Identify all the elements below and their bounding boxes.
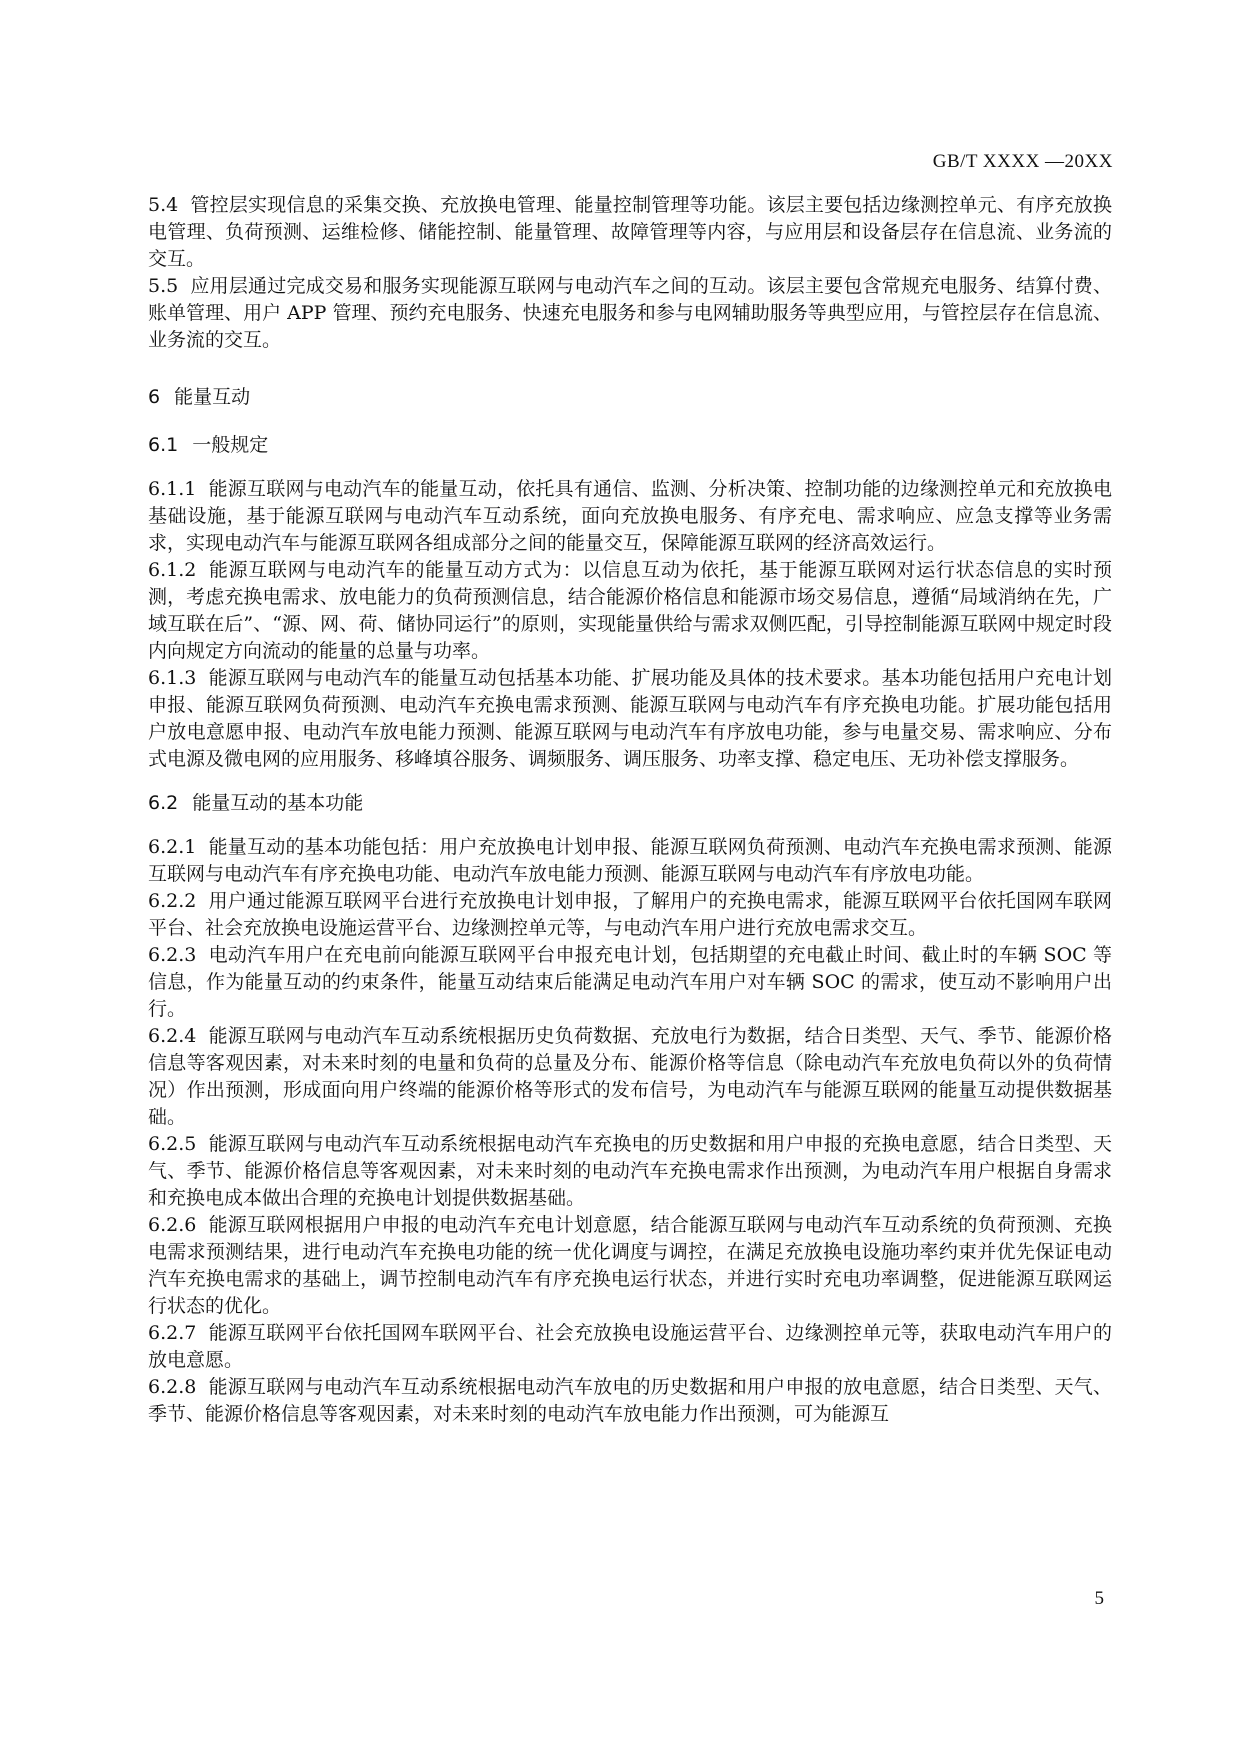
clause-6-2-2 — [148, 888, 1112, 942]
heading-title: 能量互动 — [174, 386, 251, 408]
clause-text: 能源互联网与电动汽车的能量互动包括基本功能、扩展功能及具体的技术要求。基本功能包括用户充电计划申报、能源互联网负荷预测、电动汽车充换电需求预测、能源互联网与电动汽车有序充换电功能。扩展功能包括用户放电意愿申报、电动汽车放电能力预测、能源互联网与电动汽车有序放电功能，参与电量交易、需求响应、分布式电源及微电网的应用服务、移峰填谷服务、调频服务、调压服务、功率支撑、稳定电压、无功补偿支撑服务。 — [148, 667, 1112, 770]
heading-number: 6 — [148, 386, 161, 408]
clause-text: 能源互联网与电动汽车的能量互动方式为：以信息互动为依托，基于能源互联网对运行状态信息的实时预测，考虑充换电需求、放电能力的负荷预测信息，结合能源价格信息和能源市场交易信息，遵循“局域消纳在先，广域互联在后”、“源、网、荷、储协同运行”的原则，实现能量供给与需求双侧匹配，引导控制能源互联网中规定时段内向规定方向流动的能量的总量与功率。 — [148, 559, 1112, 662]
clause-text: 能源互联网与电动汽车互动系统根据历史负荷数据、充放电行为数据，结合日类型、天气、季节、能源价格信息等客观因素，对未来时刻的电量和负荷的总量及分布、能源价格等信息（除电动汽车充放电负荷以外的负荷情况）作出预测，形成面向用户终端的能源价格等形式的发布信号，为电动汽车与能源互联网的能量互动提供数据基础。 — [148, 1025, 1112, 1128]
clause-6-2-4 — [148, 1023, 1112, 1131]
clause-number: 6.1.3 — [148, 667, 197, 689]
clause-text: 能量互动的基本功能包括：用户充放换电计划申报、能源互联网负荷预测、电动汽车充换电需求预测、能源互联网与电动汽车有序充换电功能、电动汽车放电能力预测、能源互联网与电动汽车有序放电功能。 — [148, 836, 1112, 885]
clause-6-2-3 — [148, 942, 1112, 1023]
clause-text: 应用层通过完成交易和服务实现能源互联网与电动汽车之间的互动。该层主要包含常规充电服务、结算付费、账单管理、用户 APP 管理、预约充电服务、快速充电服务和参与电网辅助服务等典型应用，与管控层存在信息流、业务流的交互。 — [148, 275, 1112, 351]
clause-6-2-7 — [148, 1320, 1112, 1374]
clause-text: 能源互联网与电动汽车互动系统根据电动汽车充换电的历史数据和用户申报的充换电意愿，结合日类型、天气、季节、能源价格信息等客观因素，对未来时刻的电动汽车充换电需求作出预测，为电动汽车用户根据自身需求和充换电成本做出合理的充换电计划提供数据基础。 — [148, 1133, 1112, 1209]
heading-title: 能量互动的基本功能 — [192, 792, 364, 814]
clause-number: 6.2.1 — [148, 836, 197, 858]
clause-number: 6.2.2 — [148, 890, 197, 912]
chapter-6-heading — [148, 384, 1112, 411]
heading-title: 一般规定 — [192, 434, 269, 456]
clause-5-4 — [148, 192, 1112, 273]
clause-text: 能源互联网与电动汽车互动系统根据电动汽车放电的历史数据和用户申报的放电意愿，结合日类型、天气、季节、能源价格信息等客观因素，对未来时刻的电动汽车放电能力作出预测，可为能源互 — [148, 1376, 1112, 1425]
section-6-2-heading — [148, 790, 1112, 817]
clause-text: 管控层实现信息的采集交换、充放换电管理、能量控制管理等功能。该层主要包括边缘测控单元、有序充放换电管理、负荷预测、运维检修、储能控制、能量管理、故障管理等内容，与应用层和设备层存在信息流、业务流的交互。 — [148, 194, 1112, 270]
clause-text: 能源互联网根据用户申报的电动汽车充电计划意愿，结合能源互联网与电动汽车互动系统的负荷预测、充换电需求预测结果，进行电动汽车充换电功能的统一优化调度与调控，在满足充放换电设施功率约束并优先保证电动汽车充换电需求的基础上，调节控制电动汽车有序充换电运行状态，并进行实时充电功率调整，促进能源互联网运行状态的优化。 — [148, 1214, 1112, 1317]
clause-number: 6.2.6 — [148, 1214, 197, 1236]
clause-number: 6.1.2 — [148, 559, 197, 581]
document-body — [148, 192, 1112, 1428]
heading-number: 6.1 — [148, 434, 179, 456]
clause-number: 5.4 — [148, 194, 179, 216]
heading-number: 6.2 — [148, 792, 179, 814]
clause-number: 6.2.5 — [148, 1133, 197, 1155]
clause-6-2-8 — [148, 1374, 1112, 1428]
document-code-header: GB/T XXXX —20XX — [932, 151, 1113, 172]
clause-text: 能源互联网与电动汽车的能量互动，依托具有通信、监测、分析决策、控制功能的边缘测控单元和充放换电基础设施，基于能源互联网与电动汽车互动系统，面向充放换电服务、有序充电、需求响应、应急支撑等业务需求，实现电动汽车与能源互联网各组成部分之间的能量交互，保障能源互联网的经济高效运行。 — [148, 478, 1112, 554]
page-number: 5 — [1094, 1588, 1104, 1609]
clause-text: 用户通过能源互联网平台进行充放换电计划申报，了解用户的充换电需求，能源互联网平台依托国网车联网平台、社会充放换电设施运营平台、边缘测控单元等，与电动汽车用户进行充放电需求交互。 — [148, 890, 1112, 939]
clause-5-5 — [148, 273, 1112, 354]
clause-6-1-3 — [148, 665, 1112, 773]
clause-number: 6.2.8 — [148, 1376, 197, 1398]
clause-number: 6.1.1 — [148, 478, 197, 500]
clause-6-1-1 — [148, 476, 1112, 557]
clause-6-2-6 — [148, 1212, 1112, 1320]
clause-text: 能源互联网平台依托国网车联网平台、社会充放换电设施运营平台、边缘测控单元等，获取电动汽车用户的放电意愿。 — [148, 1322, 1112, 1371]
clause-number: 6.2.4 — [148, 1025, 197, 1047]
clause-number: 5.5 — [148, 275, 179, 297]
clause-6-2-1 — [148, 834, 1112, 888]
section-6-1-heading — [148, 432, 1112, 459]
clause-number: 6.2.3 — [148, 944, 197, 966]
clause-text: 电动汽车用户在充电前向能源互联网平台申报充电计划，包括期望的充电截止时间、截止时的车辆 SOC 等信息，作为能量互动的约束条件，能量互动结束后能满足电动汽车用户对车辆 SOC 的需求，使互动不影响用户出行。 — [148, 944, 1112, 1020]
clause-6-1-2 — [148, 557, 1112, 665]
clause-6-2-5 — [148, 1131, 1112, 1212]
clause-number: 6.2.7 — [148, 1322, 197, 1344]
